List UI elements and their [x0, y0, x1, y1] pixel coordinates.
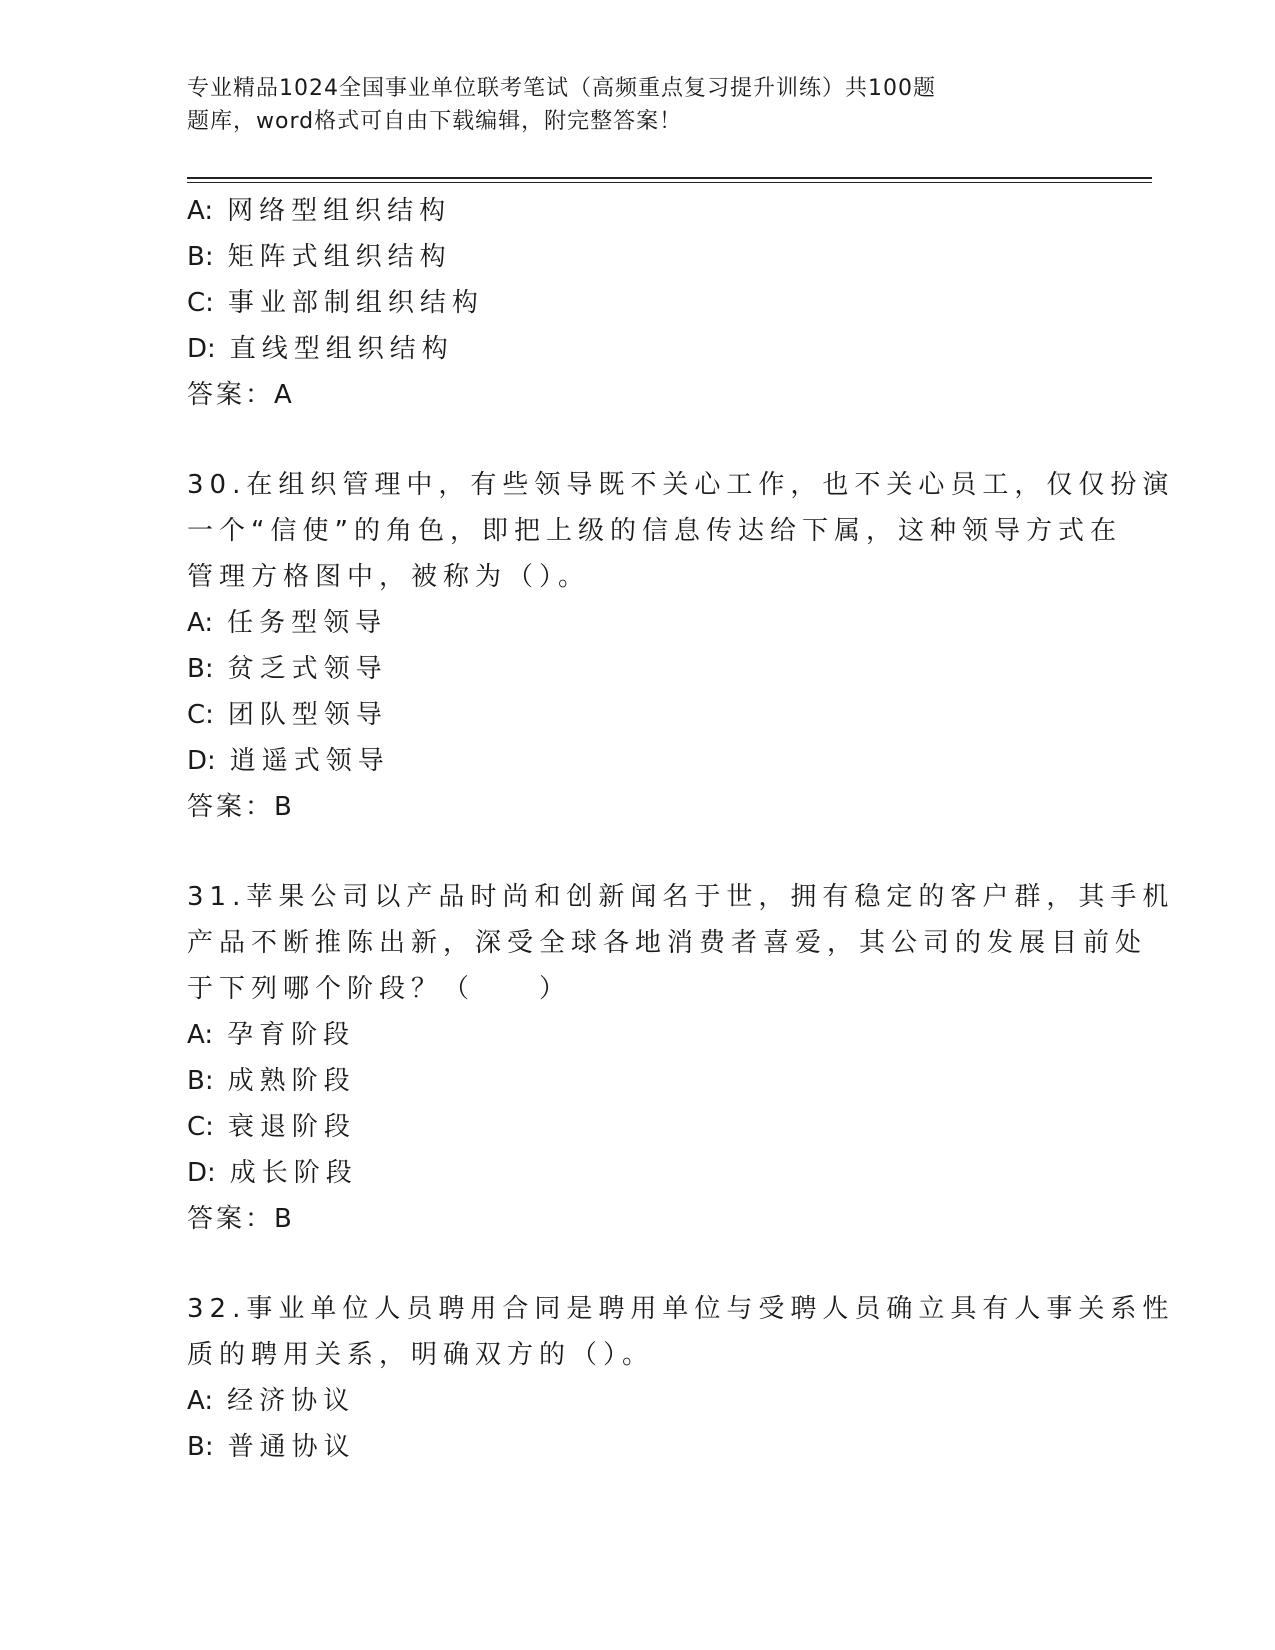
question-line: 30.在组织管理中，有些领导既不关心工作，也不关心员工，仅仅扮演: [187, 470, 1175, 500]
question-line: 一个“信使”的角色，即把上级的信息传达给下属，这种领导方式在: [187, 516, 1122, 546]
option-text: 衰退阶段: [227, 1112, 356, 1142]
option-c: [187, 692, 1087, 738]
option-text: 团队型领导: [227, 700, 388, 730]
option-text: 直线型组织结构: [229, 334, 454, 364]
option-letter: A:: [187, 196, 214, 226]
option-text: 孕育阶段: [227, 1020, 356, 1050]
option-letter: A:: [187, 1386, 214, 1416]
question-line: 31.苹果公司以产品时尚和创新闻名于世，拥有稳定的客户群，其手机: [187, 882, 1175, 912]
option-text: 成熟阶段: [227, 1066, 356, 1096]
option-letter: B:: [187, 1066, 214, 1096]
option-letter: C:: [187, 1112, 214, 1142]
question-30: [187, 462, 1175, 830]
option-letter: B:: [187, 1432, 214, 1462]
option-letter: A:: [187, 1020, 214, 1050]
header-line-1: 专业精品1024全国事业单位联考笔试（高频重点复习提升训练）共100题: [187, 76, 936, 101]
option-b: [187, 234, 1087, 280]
option-text: 经济协议: [227, 1386, 356, 1416]
option-text: 矩阵式组织结构: [227, 242, 452, 272]
option-text: 网络型组织结构: [227, 196, 452, 226]
option-text: 事业部制组织结构: [227, 288, 484, 318]
spacer: [187, 830, 1087, 874]
option-a: [187, 188, 1087, 234]
option-a: [187, 1012, 1087, 1058]
page-header: [187, 72, 1007, 138]
question-list: [187, 188, 1175, 1470]
question-text: [187, 462, 1175, 600]
option-b: [187, 646, 1087, 692]
option-text: 逍遥式领导: [229, 746, 390, 776]
question-text: [187, 1286, 1175, 1378]
option-c: [187, 1104, 1087, 1150]
header-line-2: 题库，word格式可自由下载编辑，附完整答案！: [187, 109, 683, 134]
spacer: [187, 418, 1087, 462]
option-b: [187, 1424, 1087, 1470]
answer-line: 答案：B: [187, 792, 295, 822]
option-a: [187, 600, 1087, 646]
question-line: 管理方格图中，被称为（）。: [187, 562, 591, 592]
option-d: [187, 326, 1087, 372]
option-letter: B:: [187, 654, 214, 684]
question-line: 于下列哪个阶段？（ ）: [187, 974, 572, 1004]
question-line: 32.事业单位人员聘用合同是聘用单位与受聘人员确立具有人事关系性: [187, 1294, 1175, 1324]
header-divider-thin: [187, 182, 1152, 183]
option-letter: A:: [187, 608, 214, 638]
header-divider-thick: [187, 177, 1152, 179]
option-b: [187, 1058, 1087, 1104]
option-c: [187, 280, 1087, 326]
question-text: [187, 874, 1175, 1012]
option-letter: D:: [187, 1158, 216, 1188]
spacer: [187, 1242, 1087, 1286]
option-d: [187, 738, 1087, 784]
option-letter: D:: [187, 746, 216, 776]
question-32: [187, 1286, 1175, 1470]
option-letter: B:: [187, 242, 214, 272]
option-a: [187, 1378, 1087, 1424]
option-text: 贫乏式领导: [227, 654, 388, 684]
answer-line: 答案：B: [187, 1204, 295, 1234]
answer-line: 答案：A: [187, 380, 295, 410]
option-letter: D:: [187, 334, 216, 364]
question-31: [187, 874, 1175, 1242]
question-29-tail: [187, 188, 1087, 418]
question-line: 产品不断推陈出新，深受全球各地消费者喜爱，其公司的发展目前处: [187, 928, 1148, 958]
option-text: 任务型领导: [227, 608, 388, 638]
option-text: 成长阶段: [229, 1158, 358, 1188]
option-text: 普通协议: [227, 1432, 356, 1462]
option-letter: C:: [187, 288, 214, 318]
option-letter: C:: [187, 700, 214, 730]
question-line: 质的聘用关系，明确双方的（）。: [187, 1340, 655, 1370]
option-d: [187, 1150, 1087, 1196]
